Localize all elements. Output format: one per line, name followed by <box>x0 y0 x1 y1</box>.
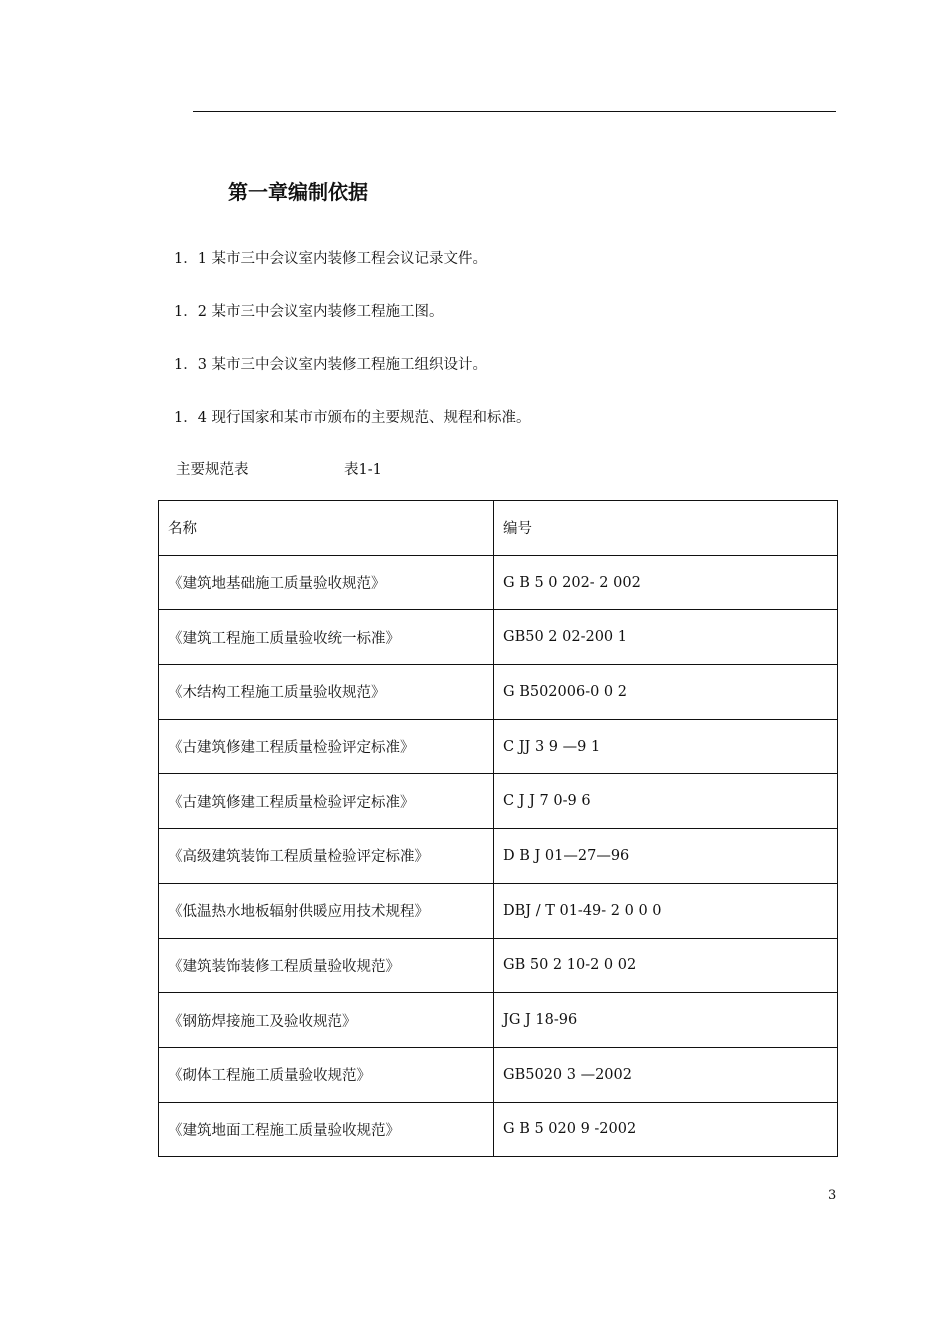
table-caption-number: 表1-1 <box>344 462 382 478</box>
basis-item-1: 1．1 某市三中会议室内装修工程会议记录文件。 <box>174 251 488 267</box>
basis-item-3: 1．3 某市三中会议室内装修工程施工组织设计。 <box>174 357 488 373</box>
header-rule <box>193 111 836 112</box>
table-row <box>159 610 838 665</box>
header-code: 编号 <box>494 501 838 556</box>
header-name: 名称 <box>159 501 494 556</box>
table-caption-title: 主要规范表 <box>176 462 249 478</box>
standard-name: 《低温热水地板辐射供暖应用技术规程》 <box>159 883 494 938</box>
table-row <box>159 938 838 993</box>
standard-code: G B 5 020 9 -2002 <box>494 1102 838 1157</box>
standard-name: 《砌体工程施工质量验收规范》 <box>159 1047 494 1102</box>
table-row <box>159 993 838 1048</box>
standard-code: C JJ 3 9 —9 1 <box>494 719 838 774</box>
table-row <box>159 774 838 829</box>
standard-name: 《木结构工程施工质量验收规范》 <box>159 665 494 720</box>
table-row <box>159 555 838 610</box>
table-caption <box>176 460 382 480</box>
table-header-row <box>159 501 838 556</box>
standards-table <box>158 500 838 1157</box>
basis-item-4: 1．4 现行国家和某市市颁布的主要规范、规程和标准。 <box>174 410 531 426</box>
standard-name: 《钢筋焊接施工及验收规范》 <box>159 993 494 1048</box>
standard-name: 《建筑工程施工质量验收统一标准》 <box>159 610 494 665</box>
standard-code: D B J 01—27—96 <box>494 829 838 884</box>
basis-item-2: 1．2 某市三中会议室内装修工程施工图。 <box>174 304 444 320</box>
standard-code: G B502006-0 0 2 <box>494 665 838 720</box>
standard-name: 《古建筑修建工程质量检验评定标准》 <box>159 774 494 829</box>
standard-code: DBJ / T 01-49- 2 0 0 0 <box>494 883 838 938</box>
table-row <box>159 883 838 938</box>
chapter-title: 第一章编制依据 <box>228 180 368 204</box>
standard-name: 《建筑地基础施工质量验收规范》 <box>159 555 494 610</box>
table-row <box>159 1047 838 1102</box>
standard-name: 《古建筑修建工程质量检验评定标准》 <box>159 719 494 774</box>
standard-code: GB5020 3 —2002 <box>494 1047 838 1102</box>
standard-code: GB 50 2 10-2 0 02 <box>494 938 838 993</box>
standard-code: G B 5 0 202- 2 002 <box>494 555 838 610</box>
standard-code: JG J 18-96 <box>494 993 838 1048</box>
standard-code: C J J 7 0-9 6 <box>494 774 838 829</box>
standard-name: 《高级建筑装饰工程质量检验评定标准》 <box>159 829 494 884</box>
table-row <box>159 665 838 720</box>
standard-name: 《建筑装饰装修工程质量验收规范》 <box>159 938 494 993</box>
standard-name: 《建筑地面工程施工质量验收规范》 <box>159 1102 494 1157</box>
page-number: 3 <box>828 1188 837 1203</box>
table-row <box>159 1102 838 1157</box>
table-row <box>159 829 838 884</box>
table-row <box>159 719 838 774</box>
standard-code: GB50 2 02-200 1 <box>494 610 838 665</box>
